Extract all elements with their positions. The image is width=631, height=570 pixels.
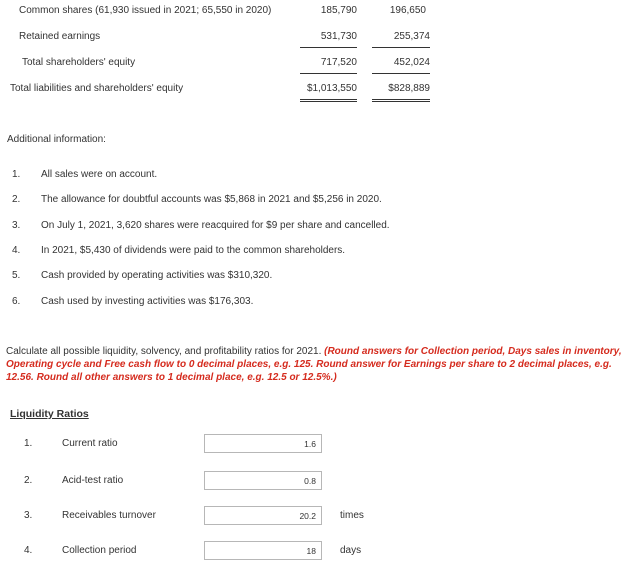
receivables-turnover-label: Receivables turnover	[62, 510, 156, 521]
current-ratio-input[interactable]: 1.6	[204, 434, 322, 453]
list-item-number: 6.	[12, 296, 21, 307]
list-item-number: 1.	[12, 169, 21, 180]
list-item-text: Cash provided by operating activities was $310,320.	[41, 270, 273, 281]
list-item-number: 5.	[12, 270, 21, 281]
instructions	[6, 345, 626, 384]
acid-test-ratio-label: Acid-test ratio	[62, 475, 124, 486]
unit-label: times	[340, 510, 364, 521]
bs-label-common-shares: Common shares (61,930 issued in 2021; 65,550 in 2020)	[19, 5, 272, 16]
list-item-text: All sales were on account.	[41, 169, 158, 180]
list-item-text: In 2021, $5,430 of dividends were paid to the common shareholders.	[41, 245, 346, 256]
bs-value-2020: 196,650	[389, 5, 426, 16]
bs-value-2020: $828,889	[372, 83, 430, 102]
list-item-number: 2.	[12, 194, 21, 205]
bs-label-total-equity: Total shareholders' equity	[22, 57, 136, 68]
rounding-instructions: (Round answers for Collection period, Days sales in inventory, Operating cycle and Free cash flow to 0 decimal places, e.g. 125. Round answer for Earnings per share to 2 decimal places, e.g. 12.56. Round all other answers to 1 decimal place, e.g. 12.5 or 12.5%.)	[6, 346, 622, 383]
liquidity-ratios-heading: Liquidity Ratios	[10, 408, 89, 420]
instructions-text: Calculate all possible liquidity, solvency, and profitability ratios for 2021.	[6, 346, 325, 357]
collection-period-label: Collection period	[62, 545, 137, 556]
list-item-text: The allowance for doubtful accounts was $5,868 in 2021 and $5,256 in 2020.	[41, 194, 382, 205]
acid-test-ratio-input[interactable]: 0.8	[204, 471, 322, 490]
bs-value-2020: 452,024	[372, 57, 430, 74]
bs-value-2021: 717,520	[300, 57, 357, 74]
ratio-number: 1.	[24, 438, 33, 449]
collection-period-input[interactable]: 18	[204, 541, 322, 560]
bs-value-2020: 255,374	[372, 31, 430, 48]
ratio-number: 2.	[24, 475, 33, 486]
list-item-number: 4.	[12, 245, 21, 256]
list-item-number: 3.	[12, 220, 21, 231]
bs-value-2021: 531,730	[300, 31, 357, 48]
ratio-number: 3.	[24, 510, 33, 521]
list-item-text: Cash used by investing activities was $176,303.	[41, 296, 254, 307]
current-ratio-label: Current ratio	[62, 438, 118, 449]
bs-value-2021: 185,790	[320, 5, 357, 16]
bs-label-retained-earnings: Retained earnings	[19, 31, 101, 42]
list-item-text: On July 1, 2021, 3,620 shares were reacquired for $9 per share and cancelled.	[41, 220, 390, 231]
receivables-turnover-input[interactable]: 20.2	[204, 506, 322, 525]
ratio-number: 4.	[24, 545, 33, 556]
unit-label: days	[340, 545, 362, 556]
additional-info-heading: Additional information:	[7, 134, 106, 145]
bs-label-total-liabilities-equity: Total liabilities and shareholders' equity	[10, 83, 184, 94]
bs-value-2021: $1,013,550	[300, 83, 357, 102]
